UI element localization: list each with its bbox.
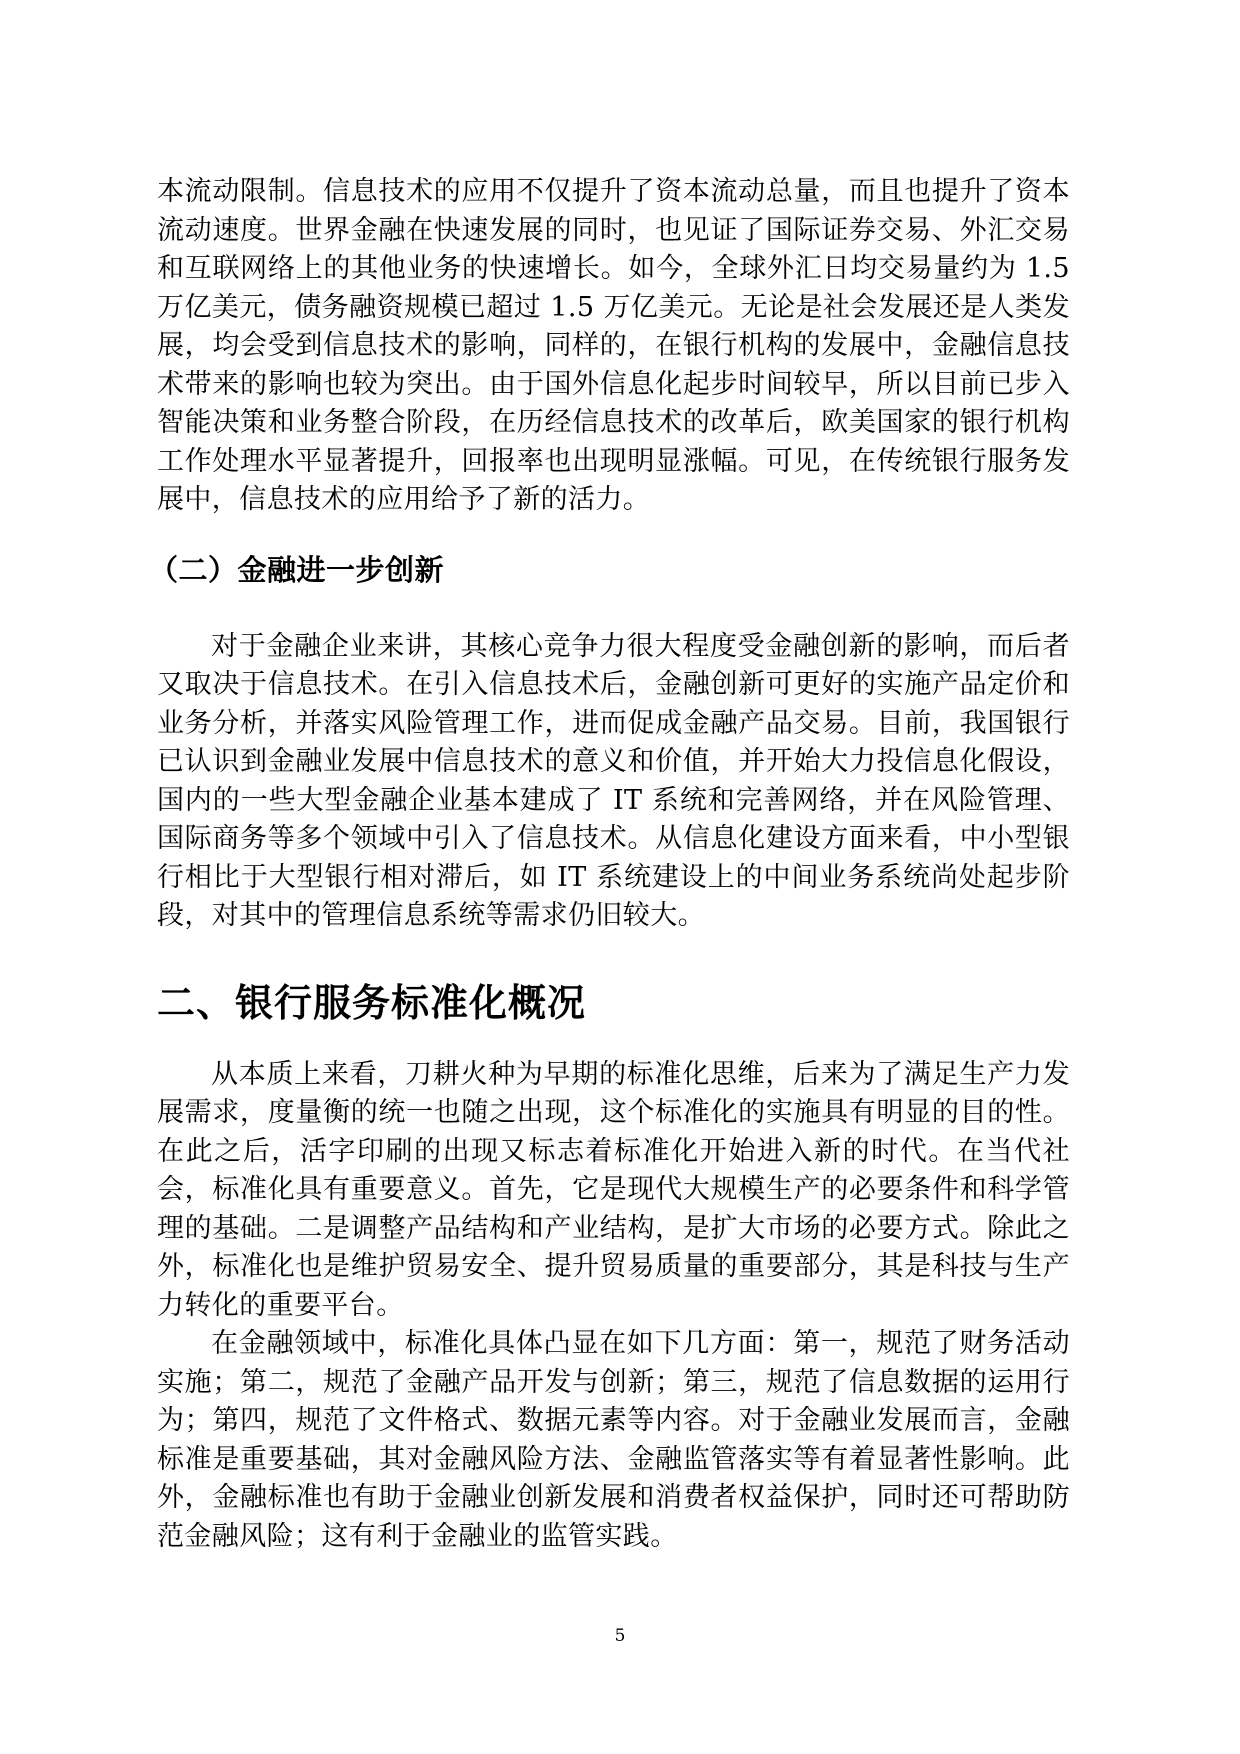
chapter-heading: 二、银行服务标准化概况 <box>157 980 587 1025</box>
section-heading: （二）金融进一步创新 <box>149 552 445 587</box>
body-paragraph: 本流动限制。信息技术的应用不仅提升了资本流动总量，而且也提升了资本流动速度。世界金融在快速发展的同时，也见证了国际证券交易、外汇交易和互联网络上的其他业务的快速增长。如今，全球外汇日均交易量约为 1.5 万亿美元，债务融资规模已超过 1.5 万亿美元。无论是社会发展还是人类发展，均会受到信息技术的影响，同样的，在银行机构的发展中，金融信息技术带来的影响也较为突出。由于国外信息化起步时间较早，所以目前已步入智能决策和业务整合阶段，在历经信息技术的改革后，欧美国家的银行机构工作处理水平显著提升，回报率也出现明显涨幅。可见，在传统银行服务发展中，信息技术的应用给予了新的活力。 <box>157 176 1070 515</box>
body-paragraph: 从本质上来看，刀耕火种为早期的标准化思维，后来为了满足生产力发展需求，度量衡的统一也随之出现，这个标准化的实施具有明显的目的性。在此之后，活字印刷的出现又标志着标准化开始进入新的时代。在当代社会，标准化具有重要意义。首先，它是现代大规模生产的必要条件和科学管理的基础。二是调整产品结构和产业结构，是扩大市场的必要方式。除此之外，标准化也是维护贸易安全、提升贸易质量的重要部分，其是科技与生产力转化的重要平台。 <box>157 1058 1070 1321</box>
body-paragraph: 在金融领域中，标准化具体凸显在如下几方面：第一，规范了财务活动实施；第二，规范了金融产品开发与创新；第三，规范了信息数据的运用行为；第四，规范了文件格式、数据元素等内容。对于金融业发展而言，金融标准是重要基础，其对金融风险方法、金融监管落实等有着显著性影响。此外，金融标准也有助于金融业创新发展和消费者权益保护，同时还可帮助防范金融风险；这有利于金融业的监管实践。 <box>157 1328 1070 1552</box>
page-body <box>149 173 1070 1556</box>
body-paragraph: 对于金融企业来讲，其核心竞争力很大程度受金融创新的影响，而后者又取决于信息技术。在引入信息技术后，金融创新可更好的实施产品定价和业务分析，并落实风险管理工作，进而促成金融产品交易。目前，我国银行已认识到金融业发展中信息技术的意义和价值，并开始大力投信息化假设，国内的一些大型金融企业基本建成了 IT 系统和完善网络，并在风险管理、国际商务等多个领域中引入了信息技术。从信息化建设方面来看，中小型银行相比于大型银行相对滞后，如 IT 系统建设上的中间业务系统尚处起步阶段，对其中的管理信息系统等需求仍旧较大。 <box>157 630 1070 931</box>
page-number: 5 <box>614 1626 626 1646</box>
